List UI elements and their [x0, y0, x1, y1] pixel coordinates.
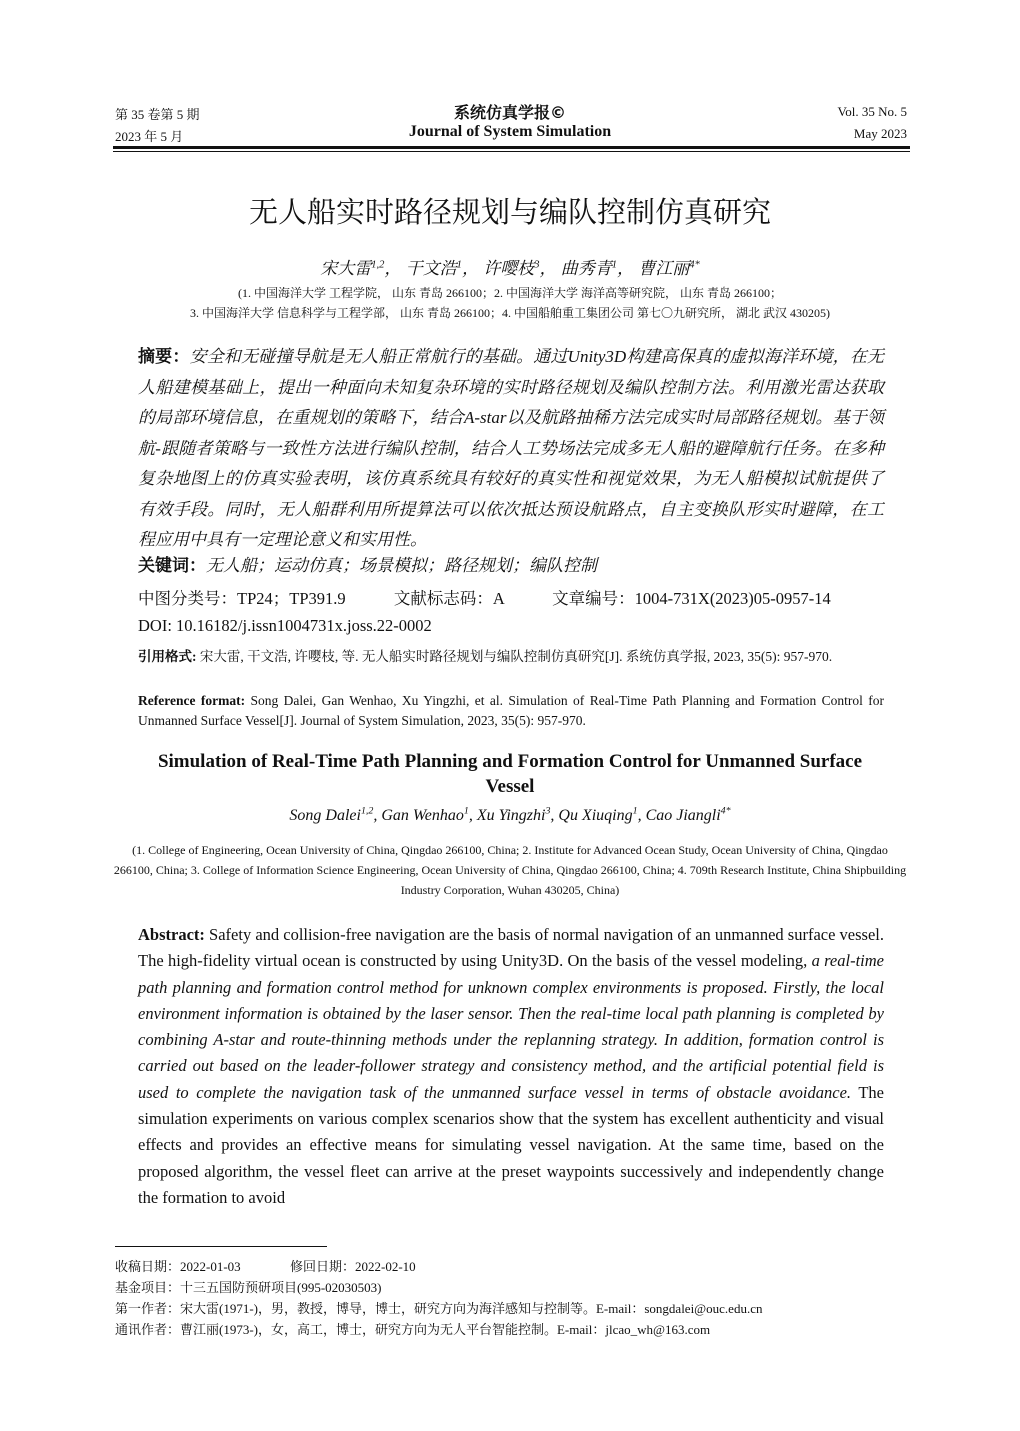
first-author-info: 第一作者：宋大雷(1971-)，男，教授，博导，博士，研究方向为海洋感知与控制等。E-mail：songdalei@ouc.edu.cn — [115, 1301, 763, 1316]
citation-en — [138, 691, 884, 731]
author-en: Gan Wenhao$^1$, — [381, 805, 477, 824]
citation-en-label: Reference format: — [138, 693, 246, 708]
abstract-en-text-1: Safety and collision-free navigation are the basis of normal navigation of an unmanned surface vessel. The high-fidelity virtual ocean is constructed by using Unity3D. On the basis of the vessel modeling, — [138, 925, 884, 971]
abstract-en-italic: a real-time path planning and formation control method for unknown complex environments is proposed. Firstly, the local environment information is obtained by the laser sensor. Then the real-time local path planning is completed by combining A-star and route-thinning methods under the replanning strategy. In addition, formation control is carried out based on the leader-follower strategy and consistency method, and the artificial potential field is used to complete the navigation task of the unmanned surface vessel in terms of obstacle avoidance. — [138, 951, 884, 1102]
author-en: Qu Xiuqing$^1$, — [558, 805, 646, 824]
keywords-cn — [138, 551, 884, 582]
author-cn: 曹江丽$^{4*}$ — [638, 259, 700, 278]
volume-issue-cn: 第 35 卷第 5 期 — [115, 107, 200, 122]
keywords-cn-label: 关键词： — [138, 556, 206, 576]
corresponding-author-info: 通讯作者：曹江丽(1973-)，女，高工，博士，研究方向为无人平台智能控制。E-mail：jlcao_wh@163.com — [115, 1322, 711, 1337]
article-number: 文章编号：1004-731X(2023)05-0957-14 — [552, 589, 831, 608]
revised-date: 修回日期：2022-02-10 — [290, 1259, 416, 1274]
abstract-en-text-2: The simulation experiments on various complex scenarios show that the system has excellent authenticity and visual effects and provides an effective means for simulating vessel navigation. At the same time, based on the proposed algorithm, the vessel fleet can arrive at the preset waypoints successively and independently change the formation to avoid — [138, 1082, 884, 1207]
author-cn: 宋大雷$^{1,2}$， — [320, 259, 402, 278]
citation-en-text: Song Dalei, Gan Wenhao, Xu Yingzhi, et al. Simulation of Real-Time Path Planning and Formation Control for Unmanned Surface Vessel[J]. Journal of System Simulation, 2023, 35(5): 957-970. — [138, 693, 884, 728]
affiliation-cn-line: (1. 中国海洋大学 工程学院， 山东 青岛 266100；2. 中国海洋大学 海洋高等研究院， 山东 青岛 266100； — [238, 286, 782, 300]
citation-cn — [138, 647, 884, 667]
author-cn: 干文浩$^1$， — [405, 259, 479, 278]
author-en: Xu Yingzhi$^3$, — [476, 805, 559, 824]
clc-number: 中图分类号：TP24；TP391.9 — [138, 589, 346, 608]
classification-line — [138, 585, 831, 609]
date-en: May 2023 — [853, 126, 907, 141]
received-date: 收稿日期：2022-01-03 — [115, 1259, 241, 1274]
document-code: 文献标志码：A — [393, 589, 504, 608]
doi: DOI: 10.16182/j.issn1004731x.joss.22-0002 — [138, 616, 432, 635]
citation-cn-text: 宋大雷, 干文浩, 许嘤枝, 等. 无人船实时路径规划与编队控制仿真研究[J]. 系统仿真学报, 2023, 35(5): 957-970. — [196, 649, 833, 664]
keywords-cn-text: 无人船；运动仿真；场景模拟；路径规划；编队控制 — [206, 556, 597, 575]
citation-cn-label: 引用格式: — [138, 649, 197, 664]
affiliation-en: (1. College of Engineering, Ocean University of China, Qingdao 266100, China; 2. Institute for Advanced Ocean Study, Ocean University of China, Qingdao 266100, China; 3. College of Information Science Engineering, Ocean University of China, Qingdao 266100, China; 4. 709th Research Institute, China Shipbuilding Industry Corporation, Wuhan 430205, China) — [113, 843, 907, 897]
journal-name-en: Journal of System Simulation — [408, 123, 612, 140]
header-rule-thick — [113, 146, 910, 149]
header-rule-thin — [113, 151, 910, 152]
date-cn: 2023 年 5 月 — [115, 129, 184, 144]
footnote-rule — [115, 1246, 327, 1247]
abstract-cn-text: 安全和无碰撞导航是无人船正常航行的基础。通过Unity3D构建高保真的虚拟海洋环境，在无人船建模基础上，提出一种面向未知复杂环境的实时路径规划及编队控制方法。利用激光雷达获取的局部环境信息，在重规划的策略下，结合A-star以及航路抽稀方法完成实时局部路径规划。基于领航-跟随者策略与一致性方法进行编队控制，结合人工势场法完成多无人船的避障航行任务。在多种复杂地图上的仿真实验表明，该仿真系统具有较好的真实性和视觉效果，为无人船模拟试航提供了有效手段。同时，无人船群利用所提算法可以依次抵达预设航路点，自主变换队形实时避障，在工程应用中具有一定理论意义和实用性。 — [138, 347, 885, 549]
journal-name-cn: 系统仿真学报© — [453, 103, 566, 122]
affiliation-cn-line: 3. 中国海洋大学 信息科学与工程学部， 山东 青岛 266100；4. 中国船舶重工集团公司 第七〇九研究所， 湖北 武汉 430205) — [190, 306, 830, 320]
authors-en — [0, 807, 1020, 825]
fund-info: 基金项目：十三五国防预研项目(995-02030503) — [115, 1280, 382, 1295]
abstract-en-label: Abstract: — [138, 925, 205, 944]
authors-cn — [0, 254, 1020, 279]
abstract-cn — [138, 342, 884, 556]
abstract-cn-label: 摘要： — [138, 347, 190, 367]
paper-title-en: Simulation of Real-Time Path Planning and Formation Control for Unmanned Surface Vessel — [157, 751, 863, 797]
abstract-en — [138, 922, 884, 1211]
author-cn: 曲秀青$^1$， — [560, 259, 634, 278]
author-cn: 许嘤枝$^3$， — [483, 259, 557, 278]
author-en: Cao Jiangli$^{4*}$ — [645, 805, 731, 824]
volume-issue-en: Vol. 35 No. 5 — [837, 104, 907, 119]
author-en: Song Dalei$^{1,2}$, — [289, 805, 382, 824]
paper-title-cn: 无人船实时路径规划与编队控制仿真研究 — [248, 195, 771, 229]
